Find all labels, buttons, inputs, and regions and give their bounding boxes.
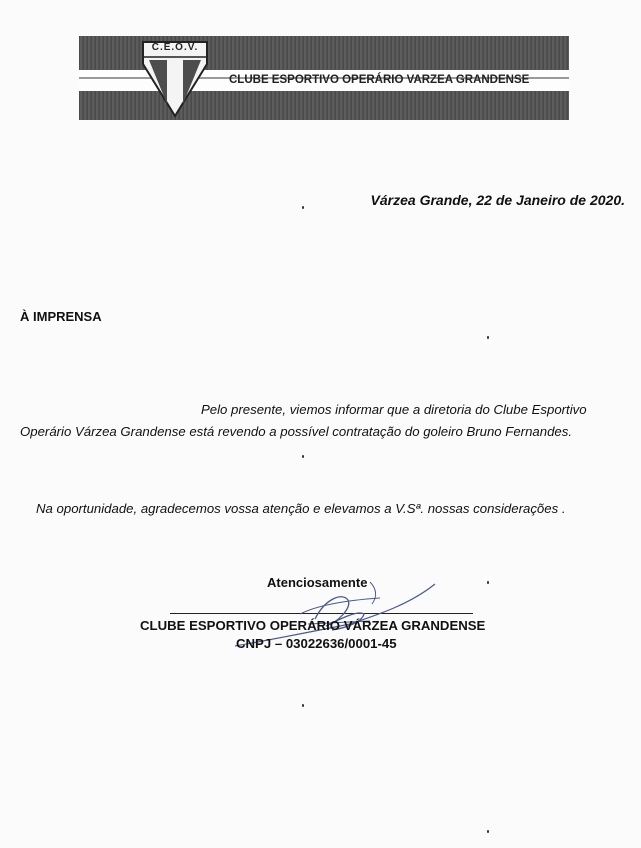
letter-date: Várzea Grande, 22 de Janeiro de 2020. (370, 192, 625, 208)
letter-recipient: À IMPRENSA (20, 309, 102, 324)
scan-speck (487, 581, 489, 584)
signatory-cnpj: CNPJ – 03022636/0001-45 (236, 636, 397, 651)
paragraph-2: Na oportunidade, agradecemos vossa atenção e elevamos a V.Sª. nossas considerações . (36, 501, 566, 516)
scan-speck (487, 336, 489, 339)
letterhead (79, 36, 569, 120)
crest-label: C.E.O.V. (151, 42, 199, 53)
scan-speck (302, 704, 304, 707)
signatory-organization: CLUBE ESPORTIVO OPERÁRIO VÁRZEA GRANDENSE (140, 618, 486, 633)
paragraph-1-line-1: Pelo presente, viemos informar que a diretoria do Clube Esportivo (201, 402, 587, 417)
letterhead-club-name: CLUBE ESPORTIVO OPERÁRIO VARZEA GRANDENSE (229, 74, 530, 86)
scan-speck (302, 455, 304, 458)
scan-speck (487, 830, 489, 833)
closing-salutation: Atenciosamente (267, 575, 368, 590)
paragraph-1-line-2: Operário Várzea Grandense está revendo a possível contratação do goleiro Bruno Fernandes. (20, 424, 573, 439)
scan-speck (302, 206, 304, 209)
